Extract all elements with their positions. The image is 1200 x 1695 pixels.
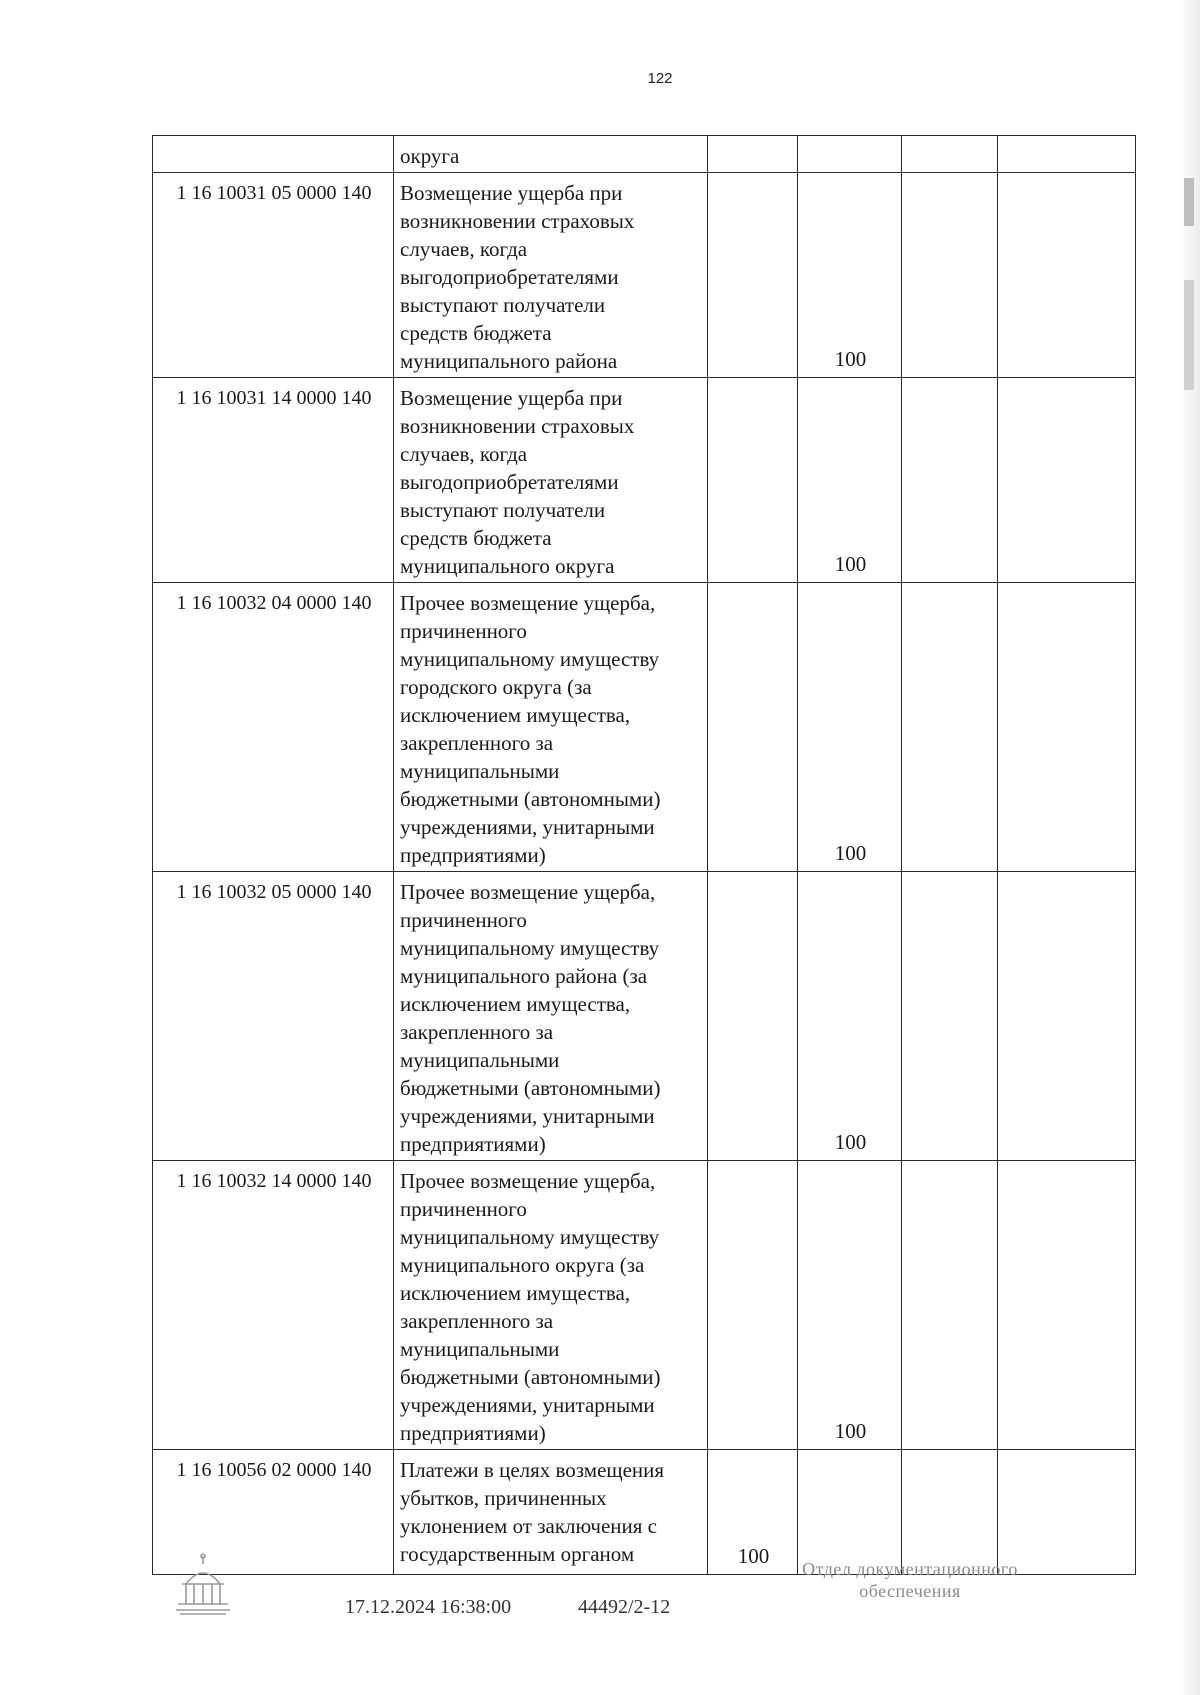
percent-cell [798, 378, 902, 583]
revenue-name-line: случаев, когда [400, 442, 528, 466]
budget-code-cell: 1 16 10032 05 0000 140 [153, 872, 394, 1161]
revenue-name-line: выгодоприобретателями [400, 265, 619, 289]
revenue-name-line: выгодоприобретателями [400, 470, 619, 494]
stamp-line: обеспечения [859, 1581, 961, 1601]
revenue-name-line: муниципального района [400, 349, 618, 373]
percent-value: 100 [834, 1419, 867, 1443]
revenue-name-line: выступают получатели [400, 498, 606, 522]
percent-cell [798, 583, 902, 872]
revenue-name-line: муниципальному имуществу [400, 647, 660, 671]
percent-value: 100 [737, 1544, 770, 1568]
revenue-name-line: предприятиями) [400, 1132, 546, 1156]
scan-edge [1178, 0, 1200, 1695]
page-number: 122 [647, 70, 673, 87]
percent-cell [708, 583, 798, 872]
revenue-name-line: средств бюджета [400, 526, 552, 550]
percent-cell [902, 173, 998, 378]
revenue-name-cell [394, 136, 708, 173]
budget-code-cell: 1 16 10032 04 0000 140 [153, 583, 394, 872]
percent-value: 100 [834, 347, 867, 371]
percent-cell [902, 378, 998, 583]
table-row [153, 872, 1136, 1161]
percent-cell [902, 1450, 998, 1575]
percent-cell [798, 1450, 902, 1575]
table-row [153, 136, 1136, 173]
revenue-name-cell [394, 1161, 708, 1450]
revenue-name-line: причиненного [400, 619, 527, 643]
table-row [153, 1450, 1136, 1575]
percent-cell [902, 136, 998, 173]
revenue-name-cell [394, 1450, 708, 1575]
percent-cell [798, 872, 902, 1161]
revenue-name-line: исключением имущества, [400, 1281, 631, 1305]
percent-cell [998, 173, 1136, 378]
revenue-name-line: Платежи в целях возмещения [400, 1458, 665, 1482]
stamp-line: Отдел документационного [802, 1559, 1018, 1579]
percent-cell [998, 872, 1136, 1161]
percent-cell [798, 173, 902, 378]
percent-value: 100 [834, 552, 867, 576]
revenue-name-line: муниципальному имуществу [400, 1225, 660, 1249]
revenue-name-line: выступают получатели [400, 293, 606, 317]
revenue-name-line: муниципальными [400, 759, 560, 783]
revenue-name-line: бюджетными (автономными) [400, 787, 661, 811]
budget-code-cell: 1 16 10031 14 0000 140 [153, 378, 394, 583]
footer-reg-number: 44492/2-12 [578, 1596, 671, 1618]
revenue-name-line: муниципального округа [400, 554, 615, 578]
revenue-name-line: Возмещение ущерба при [400, 181, 623, 205]
percent-cell [902, 583, 998, 872]
percent-cell [902, 872, 998, 1161]
table-row [153, 1161, 1136, 1450]
percent-cell [708, 1161, 798, 1450]
revenue-name-line: бюджетными (автономными) [400, 1365, 661, 1389]
footer-datetime: 17.12.2024 16:38:00 [345, 1596, 512, 1618]
revenue-name-line: Прочее возмещение ущерба, [400, 880, 656, 904]
revenue-name-line: городского округа (за [400, 675, 592, 699]
budget-code-cell [153, 136, 394, 173]
revenue-name-line: возникновении страховых [400, 209, 635, 233]
budget-code-cell: 1 16 10056 02 0000 140 [153, 1450, 394, 1575]
revenue-name-cell [394, 173, 708, 378]
percent-value: 100 [834, 1130, 867, 1154]
revenue-name-line: случаев, когда [400, 237, 528, 261]
percent-cell [708, 1450, 798, 1575]
budget-code-cell: 1 16 10032 14 0000 140 [153, 1161, 394, 1450]
scan-mark [1184, 280, 1194, 390]
revenue-name-line: муниципального округа (за [400, 1253, 645, 1277]
revenue-name-cell [394, 872, 708, 1161]
revenue-name-line: государственным органом [400, 1542, 635, 1566]
revenue-name-line: средств бюджета [400, 321, 552, 345]
revenue-name-line: муниципального района (за [400, 964, 648, 988]
revenue-name-line: убытков, причиненных [400, 1486, 607, 1510]
revenue-name-cell [394, 378, 708, 583]
scan-mark [1184, 178, 1194, 226]
revenue-name-line: учреждениями, унитарными [400, 1393, 655, 1417]
revenue-name-cell [394, 583, 708, 872]
percent-value: 100 [834, 841, 867, 865]
revenue-name-line: закрепленного за [400, 1309, 554, 1333]
percent-cell [998, 1161, 1136, 1450]
revenue-name-line: причиненного [400, 908, 527, 932]
revenue-name-line: возникновении страховых [400, 414, 635, 438]
percent-cell [708, 378, 798, 583]
table-body [153, 136, 1136, 1575]
revenue-name-line: Прочее возмещение ущерба, [400, 1169, 656, 1193]
percent-cell [998, 583, 1136, 872]
percent-cell [998, 1450, 1136, 1575]
revenue-name-line: учреждениями, унитарными [400, 815, 655, 839]
revenue-name-line: уклонением от заключения с [400, 1514, 658, 1538]
budget-code-cell: 1 16 10031 05 0000 140 [153, 173, 394, 378]
revenue-name-line: предприятиями) [400, 843, 546, 867]
revenue-name-line: бюджетными (автономными) [400, 1076, 661, 1100]
revenue-name-line: закрепленного за [400, 1020, 554, 1044]
percent-cell [798, 1161, 902, 1450]
revenue-name-line: муниципальному имуществу [400, 936, 660, 960]
percent-cell [798, 136, 902, 173]
percent-cell [998, 378, 1136, 583]
percent-cell [708, 173, 798, 378]
percent-cell [902, 1161, 998, 1450]
revenue-name-line: Возмещение ущерба при [400, 386, 623, 410]
emblem-icon [172, 1552, 234, 1618]
budget-code-table [152, 135, 1136, 1575]
revenue-name-line: причиненного [400, 1197, 527, 1221]
percent-cell [708, 872, 798, 1161]
revenue-name-line: округа [400, 144, 460, 168]
table-row [153, 583, 1136, 872]
revenue-name-line: закрепленного за [400, 731, 554, 755]
revenue-name-line: исключением имущества, [400, 703, 631, 727]
revenue-name-line: учреждениями, унитарными [400, 1104, 655, 1128]
revenue-name-line: муниципальными [400, 1048, 560, 1072]
revenue-name-line: муниципальными [400, 1337, 560, 1361]
revenue-name-line: предприятиями) [400, 1421, 546, 1445]
percent-cell [708, 136, 798, 173]
percent-cell [998, 136, 1136, 173]
department-stamp [760, 1558, 1060, 1602]
revenue-name-line: исключением имущества, [400, 992, 631, 1016]
table-row [153, 173, 1136, 378]
revenue-name-line: Прочее возмещение ущерба, [400, 591, 656, 615]
table-row [153, 378, 1136, 583]
